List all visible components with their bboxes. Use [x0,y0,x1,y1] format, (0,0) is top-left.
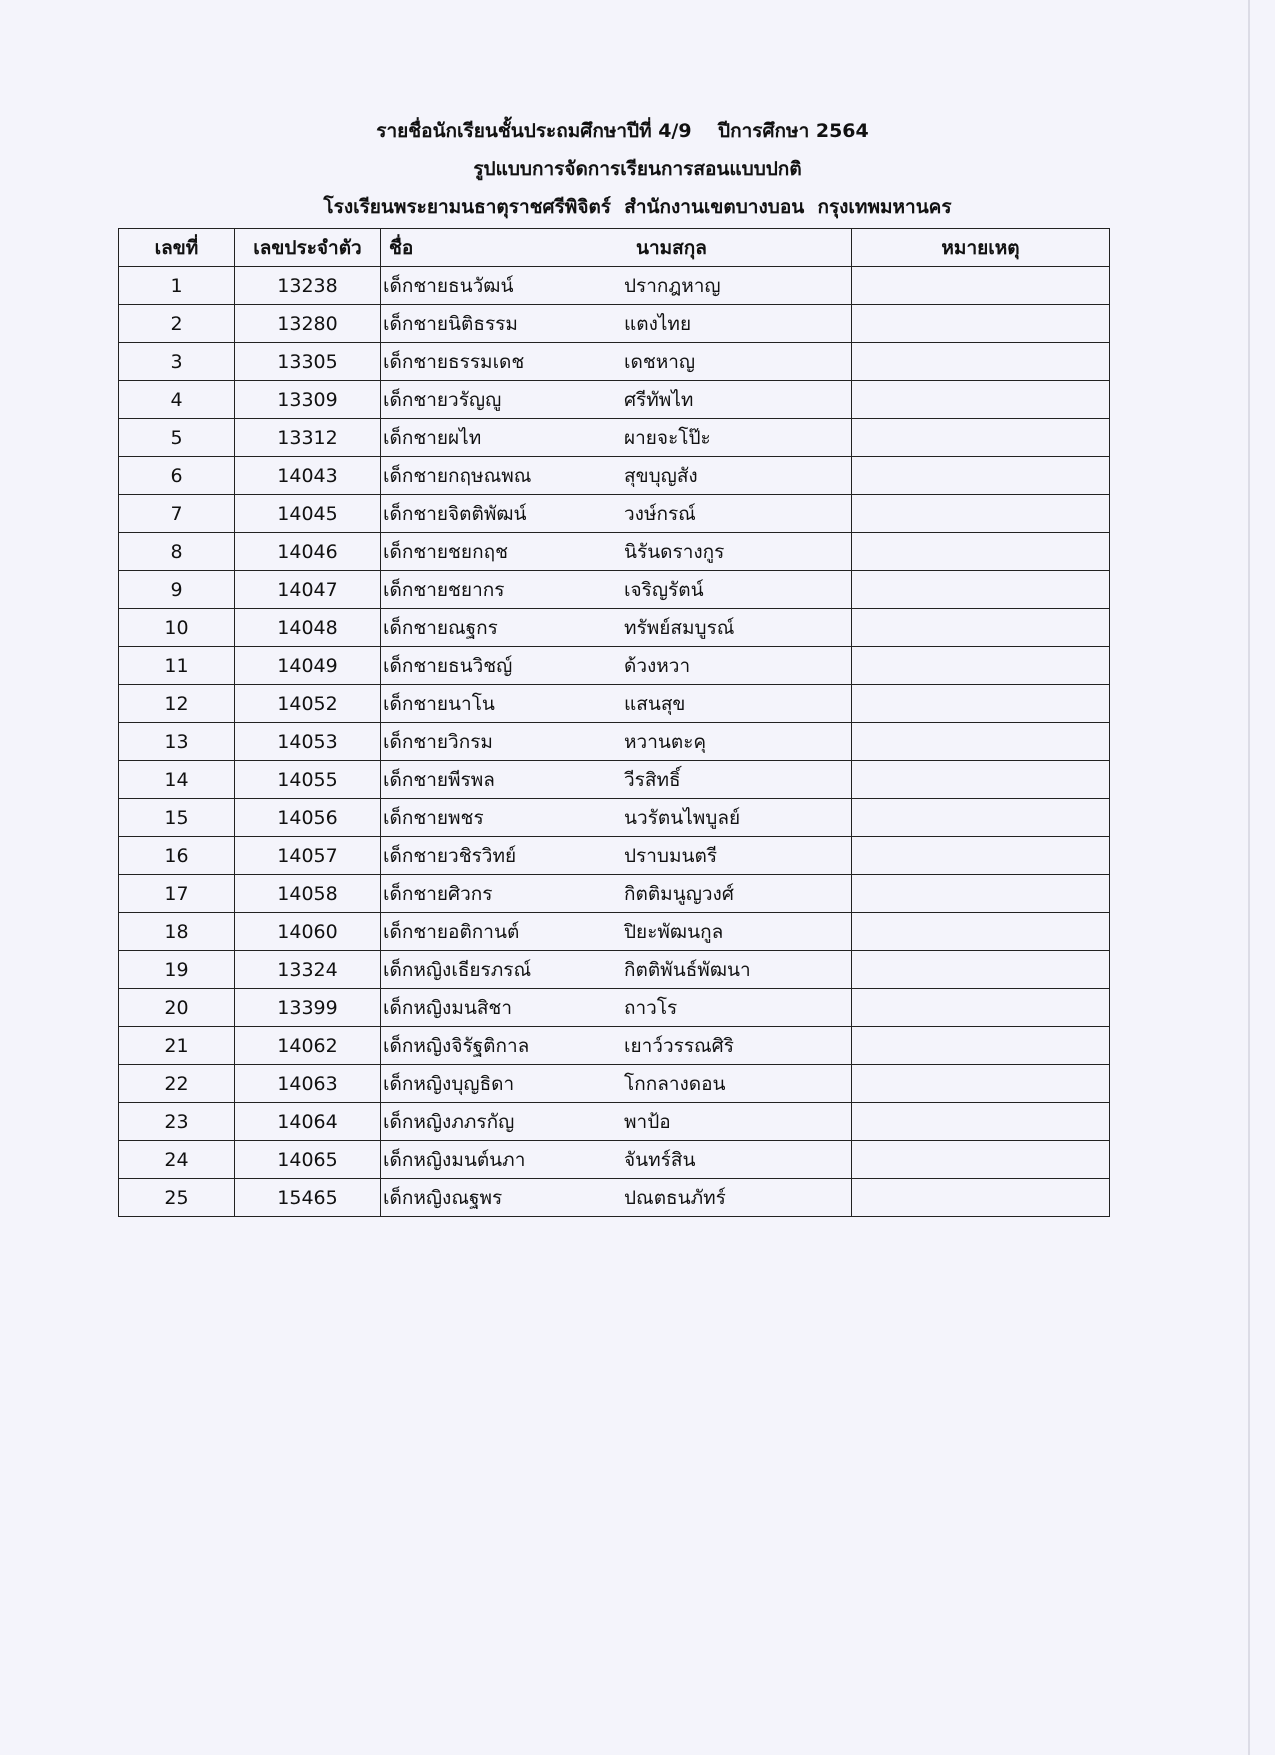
table-row [119,267,1110,305]
cell-first-name: เด็กหญิงจิรัฐติกาล [383,1034,530,1057]
cell-last-name: โกกลางดอน [624,1072,726,1095]
cell-name [381,533,852,571]
cell-last-name: กิตติพันธ์พัฒนา [624,958,751,981]
cell-no: 25 [119,1179,235,1217]
cell-last-name: หวานตะคุ [624,730,707,753]
page-edge [1248,0,1250,1755]
cell-last-name: วงษ์กรณ์ [624,502,696,525]
cell-student-id: 14052 [235,685,381,723]
cell-name [381,571,852,609]
table-row [119,1103,1110,1141]
cell-name [381,685,852,723]
document-header [0,112,1275,226]
cell-no: 21 [119,1027,235,1065]
cell-no: 9 [119,571,235,609]
cell-student-id: 14048 [235,609,381,647]
cell-last-name: เดชหาญ [624,350,696,373]
cell-remark [852,1027,1110,1065]
cell-last-name: กิตติมนูญวงศ์ [624,882,734,905]
table-row [119,1027,1110,1065]
cell-remark [852,381,1110,419]
cell-first-name: เด็กชายธนวิชญ์ [383,654,513,677]
table-row [119,533,1110,571]
cell-student-id: 15465 [235,1179,381,1217]
cell-last-name: ปณตธนภัทร์ [624,1186,726,1209]
cell-no: 23 [119,1103,235,1141]
cell-last-name: ทรัพย์สมบูรณ์ [624,616,735,639]
cell-remark [852,571,1110,609]
cell-no: 14 [119,761,235,799]
cell-remark [852,723,1110,761]
table-row [119,799,1110,837]
cell-remark [852,533,1110,571]
cell-last-name: ปราบมนตรี [624,844,718,867]
table-row [119,419,1110,457]
cell-first-name: เด็กชายผไท [383,426,482,449]
cell-student-id: 13238 [235,267,381,305]
cell-first-name: เด็กชายธรรมเดช [383,350,525,373]
column-header-first-name: ชื่อ [389,236,414,259]
school-name: โรงเรียนพระยามนธาตุราชศรีพิจิตร์ สำนักงานเขตบางบอน กรุงเทพมหานคร [323,196,952,218]
cell-last-name: นวรัตนไพบูลย์ [624,806,741,829]
cell-student-id: 13305 [235,343,381,381]
table-row [119,913,1110,951]
cell-no: 13 [119,723,235,761]
column-header-no: เลขที่ [119,229,235,267]
cell-name [381,419,852,457]
cell-student-id: 14063 [235,1065,381,1103]
cell-first-name: เด็กหญิงมนสิชา [383,996,513,1019]
cell-name [381,989,852,1027]
cell-last-name: แตงไทย [624,312,692,335]
cell-no: 24 [119,1141,235,1179]
cell-last-name: ศรีทัพไท [624,388,694,411]
cell-first-name: เด็กชายนาโน [383,692,495,715]
cell-remark [852,495,1110,533]
table-row [119,761,1110,799]
cell-first-name: เด็กชายอติกานต์ [383,920,520,943]
cell-no: 6 [119,457,235,495]
cell-student-id: 14060 [235,913,381,951]
table-row [119,609,1110,647]
cell-no: 12 [119,685,235,723]
cell-student-id: 13280 [235,305,381,343]
cell-remark [852,305,1110,343]
cell-first-name: เด็กชายวิกรม [383,730,493,753]
student-roster-table [118,228,1110,1217]
table-row [119,989,1110,1027]
cell-student-id: 14057 [235,837,381,875]
cell-last-name: แสนสุข [624,692,686,715]
cell-name [381,647,852,685]
table-row [119,837,1110,875]
table-body [119,267,1110,1217]
cell-name [381,1179,852,1217]
cell-no: 1 [119,267,235,305]
cell-last-name: เจริญรัตน์ [624,578,704,601]
cell-name [381,609,852,647]
cell-first-name: เด็กชายพชร [383,806,484,829]
cell-last-name: ถาวโร [624,996,678,1019]
table-row [119,305,1110,343]
cell-remark [852,1179,1110,1217]
cell-student-id: 14064 [235,1103,381,1141]
cell-remark [852,989,1110,1027]
cell-first-name: เด็กหญิงภภรกัญ [383,1110,515,1133]
table-row [119,1065,1110,1103]
cell-name [381,381,852,419]
cell-remark [852,419,1110,457]
cell-remark [852,951,1110,989]
table-header-row [119,229,1110,267]
table-row [119,685,1110,723]
cell-no: 16 [119,837,235,875]
table-row [119,571,1110,609]
table-row [119,1179,1110,1217]
table-row [119,495,1110,533]
cell-no: 19 [119,951,235,989]
cell-first-name: เด็กชายพีรพล [383,768,495,791]
column-header-remark: หมายเหตุ [852,229,1110,267]
cell-student-id: 14062 [235,1027,381,1065]
cell-last-name: ปรากฎหาญ [624,274,721,297]
cell-no: 2 [119,305,235,343]
cell-remark [852,837,1110,875]
cell-remark [852,1065,1110,1103]
cell-name [381,799,852,837]
column-header-last-name: นามสกุล [636,236,707,259]
cell-first-name: เด็กชายกฤษณพณ [383,464,532,487]
cell-first-name: เด็กหญิงมนต์นภา [383,1148,526,1171]
cell-remark [852,1103,1110,1141]
cell-name [381,267,852,305]
cell-last-name: ผายจะโป๊ะ [624,426,711,449]
cell-no: 8 [119,533,235,571]
cell-last-name: จันทร์สิน [624,1148,696,1171]
cell-name [381,1065,852,1103]
cell-remark [852,913,1110,951]
cell-no: 22 [119,1065,235,1103]
cell-remark [852,647,1110,685]
cell-student-id: 13309 [235,381,381,419]
cell-last-name: พาป้อ [624,1110,671,1133]
cell-first-name: เด็กชายชยากร [383,578,505,601]
cell-no: 18 [119,913,235,951]
cell-remark [852,1141,1110,1179]
cell-name [381,913,852,951]
cell-first-name: เด็กชายศิวกร [383,882,493,905]
cell-name [381,951,852,989]
cell-no: 3 [119,343,235,381]
table-row [119,723,1110,761]
cell-student-id: 14065 [235,1141,381,1179]
cell-first-name: เด็กหญิงณฐพร [383,1186,503,1209]
cell-last-name: เยาว์วรรณศิริ [624,1034,734,1057]
table-row [119,647,1110,685]
cell-last-name: วีรสิทธิ์ [624,768,681,791]
cell-name [381,1027,852,1065]
cell-student-id: 14047 [235,571,381,609]
cell-last-name: นิรันดรางกูร [624,540,725,563]
table-row [119,951,1110,989]
cell-student-id: 14056 [235,799,381,837]
cell-no: 4 [119,381,235,419]
cell-remark [852,799,1110,837]
cell-first-name: เด็กชายธนวัฒน์ [383,274,514,297]
cell-first-name: เด็กหญิงบุญธิดา [383,1072,515,1095]
cell-remark [852,457,1110,495]
cell-first-name: เด็กชายวชิรวิทย์ [383,844,517,867]
cell-student-id: 13324 [235,951,381,989]
cell-name [381,495,852,533]
cell-no: 20 [119,989,235,1027]
cell-remark [852,761,1110,799]
cell-no: 10 [119,609,235,647]
cell-name [381,1103,852,1141]
cell-last-name: ด้วงหวา [624,654,691,677]
cell-first-name: เด็กชายณฐกร [383,616,498,639]
column-header-name [381,229,852,267]
cell-first-name: เด็กชายวรัญญู [383,388,502,411]
table-row [119,1141,1110,1179]
cell-name [381,1141,852,1179]
cell-student-id: 13399 [235,989,381,1027]
cell-name [381,837,852,875]
cell-remark [852,875,1110,913]
cell-student-id: 14043 [235,457,381,495]
table-row [119,343,1110,381]
cell-remark [852,685,1110,723]
cell-no: 7 [119,495,235,533]
cell-student-id: 14053 [235,723,381,761]
table-row [119,457,1110,495]
table-row [119,381,1110,419]
column-header-student-id: เลขประจำตัว [235,229,381,267]
cell-name [381,305,852,343]
cell-no: 5 [119,419,235,457]
cell-first-name: เด็กชายจิตติพัฒน์ [383,502,527,525]
page-subtitle: รูปแบบการจัดการเรียนการสอนแบบปกติ [473,158,802,180]
cell-name [381,457,852,495]
cell-no: 15 [119,799,235,837]
cell-student-id: 14058 [235,875,381,913]
cell-student-id: 13312 [235,419,381,457]
cell-first-name: เด็กชายชยกฤช [383,540,508,563]
cell-remark [852,343,1110,381]
cell-student-id: 14045 [235,495,381,533]
table-row [119,875,1110,913]
page-title: รายชื่อนักเรียนชั้นประถมศึกษาปีที่ 4/9 ปีการศึกษา 2564 [376,120,869,142]
cell-no: 17 [119,875,235,913]
cell-last-name: ปิยะพัฒนกูล [624,920,724,943]
cell-remark [852,267,1110,305]
cell-remark [852,609,1110,647]
cell-first-name: เด็กหญิงเธียรภรณ์ [383,958,532,981]
cell-student-id: 14055 [235,761,381,799]
cell-name [381,343,852,381]
cell-name [381,875,852,913]
cell-first-name: เด็กชายนิติธรรม [383,312,518,335]
cell-student-id: 14046 [235,533,381,571]
cell-name [381,761,852,799]
cell-student-id: 14049 [235,647,381,685]
cell-no: 11 [119,647,235,685]
cell-name [381,723,852,761]
cell-last-name: สุขบุญสัง [624,464,698,487]
